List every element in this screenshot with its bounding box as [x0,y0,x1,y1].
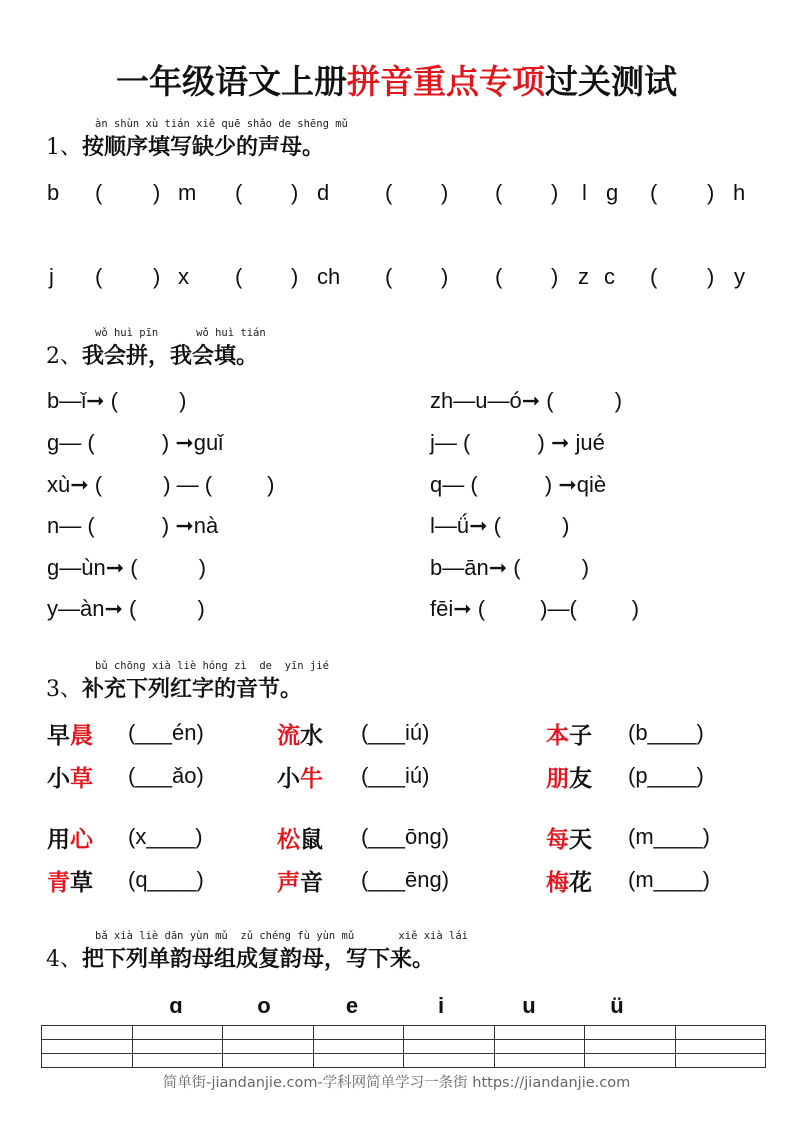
paren-open: ( [235,180,243,205]
answer-grid [41,1025,766,1068]
grid-cell[interactable] [585,1054,676,1068]
section1-row1 [0,180,793,210]
word [277,717,323,750]
spell-item: b—ǐ➞ ( ) [47,388,187,413]
paren-close: ) [707,264,715,289]
spell-item: q— ( ) ➞qiè [430,472,607,497]
section-number: 2、 [46,344,82,369]
section3-heading [46,672,302,703]
section-number: 1、 [46,135,82,160]
word [47,760,93,793]
spell-item: n— ( ) ➞nà [47,513,219,538]
word [47,864,93,897]
red-char: 每 [546,826,569,853]
section4-pinyin: bǎ xià liè dān yùn mǔ zǔ chéng fù yùn mǔ xiě xià lái [95,930,468,942]
char: 早 [47,722,70,749]
grid-row [42,1054,766,1068]
grid-cell[interactable] [585,1026,676,1040]
section1-heading [46,130,324,161]
grid-cell[interactable] [404,1040,495,1054]
grid-cell[interactable] [223,1026,314,1040]
char: 小 [47,765,70,792]
spell-item: g—ùn➞ ( ) [47,555,207,580]
char: 天 [569,826,592,853]
letter: ch [317,264,341,289]
grid-cell[interactable] [585,1040,676,1054]
syllable-blank: (___én) [128,720,204,745]
syllable-blank: (p____) [628,763,704,788]
char: 小 [277,765,300,792]
grid-cell[interactable] [313,1040,404,1054]
char: 草 [70,869,93,896]
syllable-blank: (m____) [628,867,710,892]
char: 子 [569,722,592,749]
vowel-u-umlaut: ü [610,993,624,1018]
letter: h [733,180,746,205]
paren-close: ) [153,180,161,205]
vowel-e: e [345,993,359,1018]
grid-cell[interactable] [494,1040,585,1054]
section-title: 按顺序填写缺少的声母。 [82,134,325,160]
letter: d [317,180,330,205]
grid-row [42,1026,766,1040]
red-char: 草 [70,765,93,792]
char: 花 [569,869,592,896]
grid-cell[interactable] [494,1054,585,1068]
red-char: 本 [546,722,569,749]
char: 用 [47,826,70,853]
spell-item: fēi➞ ( )—( ) [430,596,640,621]
red-char: 青 [47,869,70,896]
letter: z [578,264,589,289]
letter: j [49,264,54,289]
spell-item: b—ān➞ ( ) [430,555,590,580]
grid-cell[interactable] [675,1040,766,1054]
word [546,821,592,854]
char: 水 [300,722,323,749]
paren-close: ) [551,264,559,289]
letter: b [47,180,60,205]
paren-close: ) [441,264,449,289]
paren-close: ) [441,180,449,205]
title-part3: 过关测试 [545,62,677,101]
spell-item: xù➞ ( ) — ( ) [47,472,275,497]
grid-cell[interactable] [42,1054,133,1068]
section2-heading [46,339,258,370]
word [47,717,93,750]
syllable-blank: (q____) [128,867,204,892]
title-highlight: 拼音重点专项 [347,62,545,101]
grid-cell[interactable] [675,1026,766,1040]
letter: x [178,264,189,289]
paren-close: ) [291,180,299,205]
title-part1: 一年级语文上册 [116,62,347,101]
section4-heading [46,942,434,973]
section-title: 补充下列红字的音节。 [82,676,303,702]
red-char: 松 [277,826,300,853]
red-char: 晨 [70,722,93,749]
syllable-blank: (___ēng) [361,867,450,892]
spell-item: j— ( ) ➞ jué [430,430,605,455]
paren-close: ) [707,180,715,205]
char: 友 [569,765,592,792]
syllable-blank: (m____) [628,824,710,849]
vowel-i: i [437,993,445,1018]
letter: l [582,180,587,205]
section-number: 4、 [46,947,82,972]
letter: g [606,180,619,205]
grid-cell[interactable] [42,1040,133,1054]
section1-row2 [0,264,793,294]
paren-open: ( [495,264,503,289]
spell-item: g— ( ) ➞guǐ [47,430,224,455]
grid-cell[interactable] [404,1026,495,1040]
paren-close: ) [153,264,161,289]
paren-close: ) [551,180,559,205]
grid-cell[interactable] [132,1054,223,1068]
word [277,760,323,793]
vowel-o: o [257,993,271,1018]
syllable-blank: (___iú) [361,763,430,788]
syllable-blank: (___iú) [361,720,430,745]
paren-open: ( [95,180,103,205]
paren-open: ( [650,264,658,289]
syllable-blank: (___ōng) [361,824,450,849]
paren-open: ( [385,264,393,289]
word [546,760,592,793]
section-title: 我会拼，我会填。 [82,343,259,369]
char: 鼠 [300,826,323,853]
section3-pinyin: bǔ chōng xià liè hóng zì de yīn jié [95,660,329,672]
syllable-blank: (___ǎo) [128,763,204,788]
grid-cell[interactable] [223,1040,314,1054]
paren-open: ( [95,264,103,289]
red-char: 梅 [546,869,569,896]
grid-cell[interactable] [313,1054,404,1068]
char: 音 [300,869,323,896]
word [277,864,323,897]
letter: c [604,264,615,289]
paren-open: ( [235,264,243,289]
letter: m [178,180,197,205]
paren-open: ( [385,180,393,205]
grid-cell[interactable] [132,1040,223,1054]
syllable-blank: (x____) [128,824,203,849]
red-char: 心 [70,826,93,853]
word [277,821,323,854]
letter: y [734,264,745,289]
grid-cell[interactable] [404,1054,495,1068]
grid-cell[interactable] [313,1026,404,1040]
vowel-a: ɑ [169,993,183,1018]
word [546,864,592,897]
spell-item: l—ǘ➞ ( ) [430,513,570,538]
grid-cell[interactable] [223,1054,314,1068]
grid-row [42,1040,766,1054]
grid-cell[interactable] [494,1026,585,1040]
section-number: 3、 [46,677,82,702]
word [47,821,93,854]
grid-cell[interactable] [675,1054,766,1068]
vowel-u: u [522,993,536,1018]
spell-item: y—àn➞ ( ) [47,596,205,621]
paren-open: ( [650,180,658,205]
red-char: 朋 [546,765,569,792]
syllable-blank: (b____) [628,720,704,745]
footer-watermark: 简单街-jiandanjie.com-学科网简单学习一条街 https://jiandanjie.com [162,1075,631,1091]
red-char: 流 [277,722,300,749]
section-title: 把下列单韵母组成复韵母，写下来。 [82,946,435,972]
paren-close: ) [291,264,299,289]
red-char: 声 [277,869,300,896]
grid-cell[interactable] [132,1026,223,1040]
red-char: 牛 [300,765,323,792]
section1-pinyin: àn shùn xù tián xiě quē shǎo de shēng mǔ [95,118,348,130]
section2-pinyin: wǒ huì pīn wǒ huì tián [95,327,266,339]
spell-item: zh—u—ó➞ ( ) [430,388,623,413]
word [546,717,592,750]
page-title [0,56,793,103]
grid-cell[interactable] [42,1026,133,1040]
paren-open: ( [495,180,503,205]
